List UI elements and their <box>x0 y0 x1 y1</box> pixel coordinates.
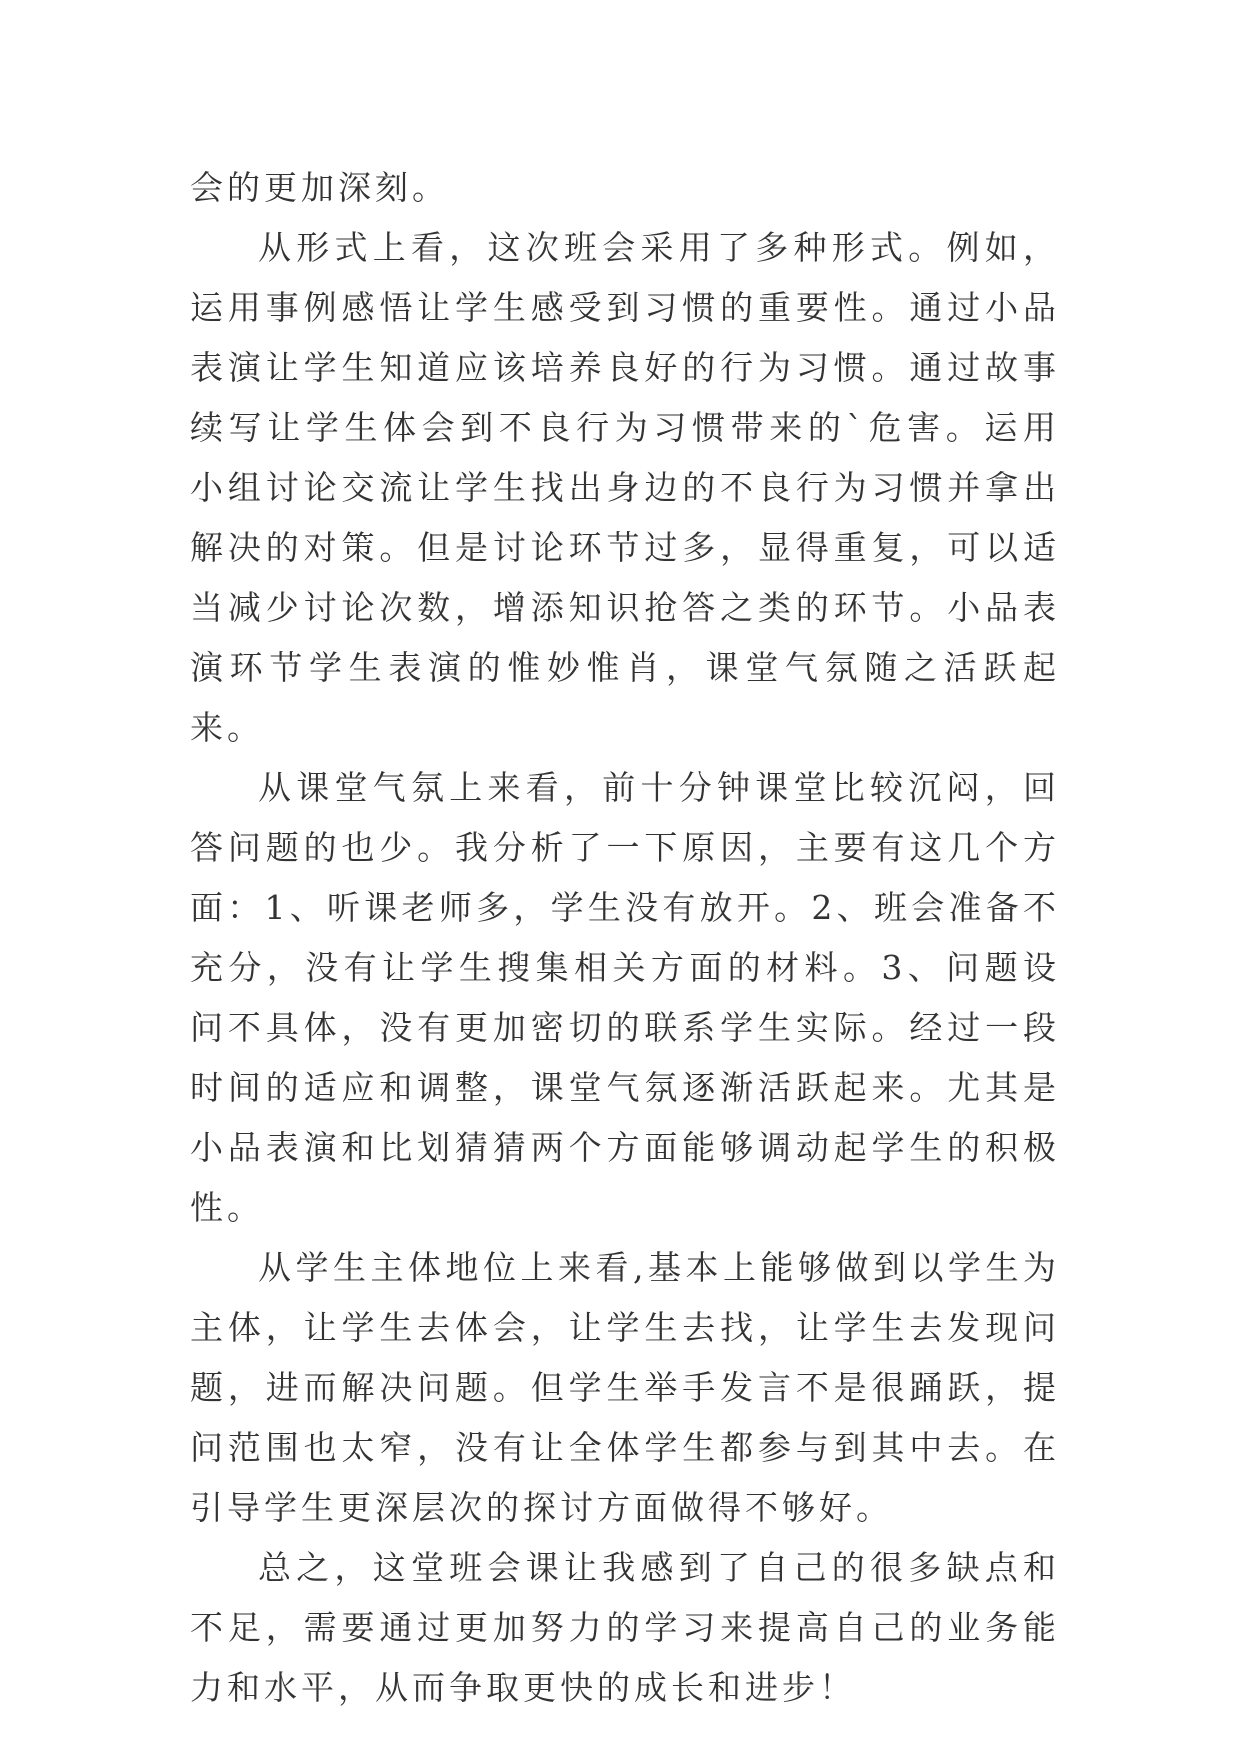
paragraph-continuation: 会的更加深刻。 <box>190 168 449 207</box>
paragraph-form: 从形式上看，这次班会采用了多种形式。例如，运用事例感悟让学生感受到习惯的重要性。通过小品表演让学生知道应该培养良好的行为习惯。通过故事续写让学生体会到不良行为习惯带来的`危害。运用小组讨论交流让学生找出身边的不良行为习惯并拿出解决的对策。但是讨论环节过多，显得重复，可以适当减少讨论次数，增添知识抢答之类的环节。小品表演环节学生表演的惟妙惟肖，课堂气氛随之活跃起来。 <box>190 228 1060 747</box>
paragraph-conclusion: 总之，这堂班会课让我感到了自己的很多缺点和不足，需要通过更加努力的学习来提高自己的业务能力和水平，从而争取更快的成长和进步！ <box>190 1548 1060 1707</box>
paragraph-atmosphere: 从课堂气氛上来看，前十分钟课堂比较沉闷，回答问题的也少。我分析了一下原因，主要有这几个方面：1、听课老师多，学生没有放开。2、班会准备不充分，没有让学生搜集相关方面的材料。3、问题设问不具体，没有更加密切的联系学生实际。经过一段时间的适应和调整，课堂气氛逐渐活跃起来。尤其是小品表演和比划猜猜两个方面能够调动起学生的积极性。 <box>190 768 1060 1227</box>
paragraph-student-role: 从学生主体地位上来看,基本上能够做到以学生为主体，让学生去体会，让学生去找，让学生去发现问题，进而解决问题。但学生举手发言不是很踊跃，提问范围也太窄，没有让全体学生都参与到其中去。在引导学生更深层次的探讨方面做得不够好。 <box>190 1248 1060 1527</box>
document-body <box>190 158 1060 1718</box>
